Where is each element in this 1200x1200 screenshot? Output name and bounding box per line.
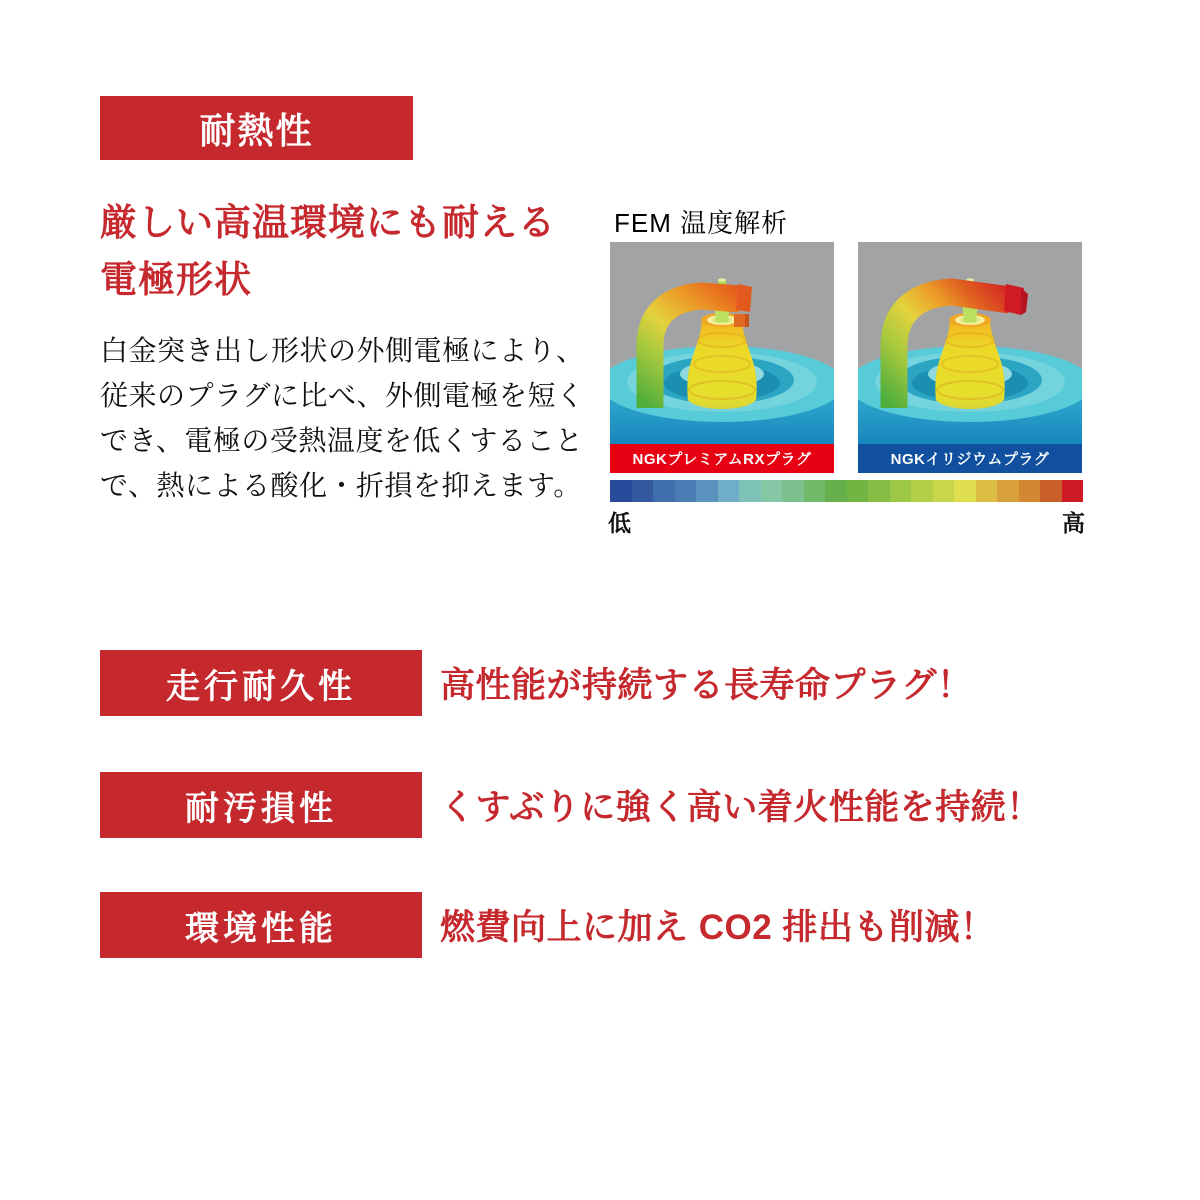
intro-line-4: で、熱による酸化・折損を抑えます。 [100,470,582,501]
feature-tag-environment [100,892,422,958]
heat-resistance-tag-label: 耐熱性 [199,109,314,151]
thermal-render-iridium [858,242,1082,473]
heading-line-1: 厳しい高温環境にも耐える [100,202,556,243]
colorbar-segment [1040,480,1062,502]
intro-line-2: 従来のプラグに比べ、外側電極を短く [100,380,585,411]
heat-resistance-tag [100,96,413,160]
colorbar-segment [1062,480,1084,502]
colorbar-segment [868,480,890,502]
colorbar-segment [782,480,804,502]
colorbar-segment [933,480,955,502]
temperature-colorbar [610,480,1083,502]
feature-text-environment: 燃費向上に加え CO2 排出も削減！ [440,908,996,947]
spark-plug-thermal-image-rx [610,242,834,444]
colorbar-segment [847,480,869,502]
colorbar-segment [1019,480,1041,502]
feature-tag-fouling-label: 耐汚損性 [185,789,337,828]
fem-analysis-title: FEM 温度解析 [614,208,789,238]
feature-row-environment [100,892,995,958]
feature-text-durability: 高性能が持続する長寿命プラグ！ [440,666,973,705]
colorbar-segment [911,480,933,502]
feature-tag-durability-label: 走行耐久性 [166,667,356,706]
colorbar-segment [653,480,675,502]
colorbar-segment [804,480,826,502]
feature-text-fouling: くすぶりに強く高い着火性能を持続！ [440,788,1042,827]
feature-tag-environment-label: 環境性能 [185,909,337,948]
colorbar-segment [675,480,697,502]
colorbar-segment [761,480,783,502]
colorbar-segment [997,480,1019,502]
colorbar-low-label: 低 [608,510,631,536]
plug-label-rx: NGKプレミアムRXプラグ [632,451,812,468]
feature-row-fouling [100,772,1042,838]
plug-label-bar-rx [610,444,834,473]
feature-tag-durability [100,650,422,716]
colorbar-high-label: 高 [1062,510,1085,536]
colorbar-segment [696,480,718,502]
colorbar-segment [718,480,740,502]
intro-line-1: 白金突き出し形状の外側電極により、 [100,335,585,366]
heading-line-2: 電極形状 [100,259,252,300]
colorbar-segment [825,480,847,502]
intro-line-3: でき、電極の受熱温度を低くすること [100,425,584,456]
feature-row-durability [100,650,973,716]
colorbar-segment [739,480,761,502]
plug-label-iridium: NGKイリジウムプラグ [890,451,1050,468]
plug-label-bar-iridium [858,444,1082,473]
colorbar-segment [976,480,998,502]
colorbar-segment [610,480,632,502]
colorbar-segment [954,480,976,502]
intro-paragraph [100,328,585,508]
thermal-render-premium-rx [610,242,834,473]
colorbar-segment [632,480,654,502]
section-heading [100,194,556,308]
feature-tag-fouling [100,772,422,838]
colorbar-segment [890,480,912,502]
spark-plug-thermal-image-iridium [858,242,1082,444]
